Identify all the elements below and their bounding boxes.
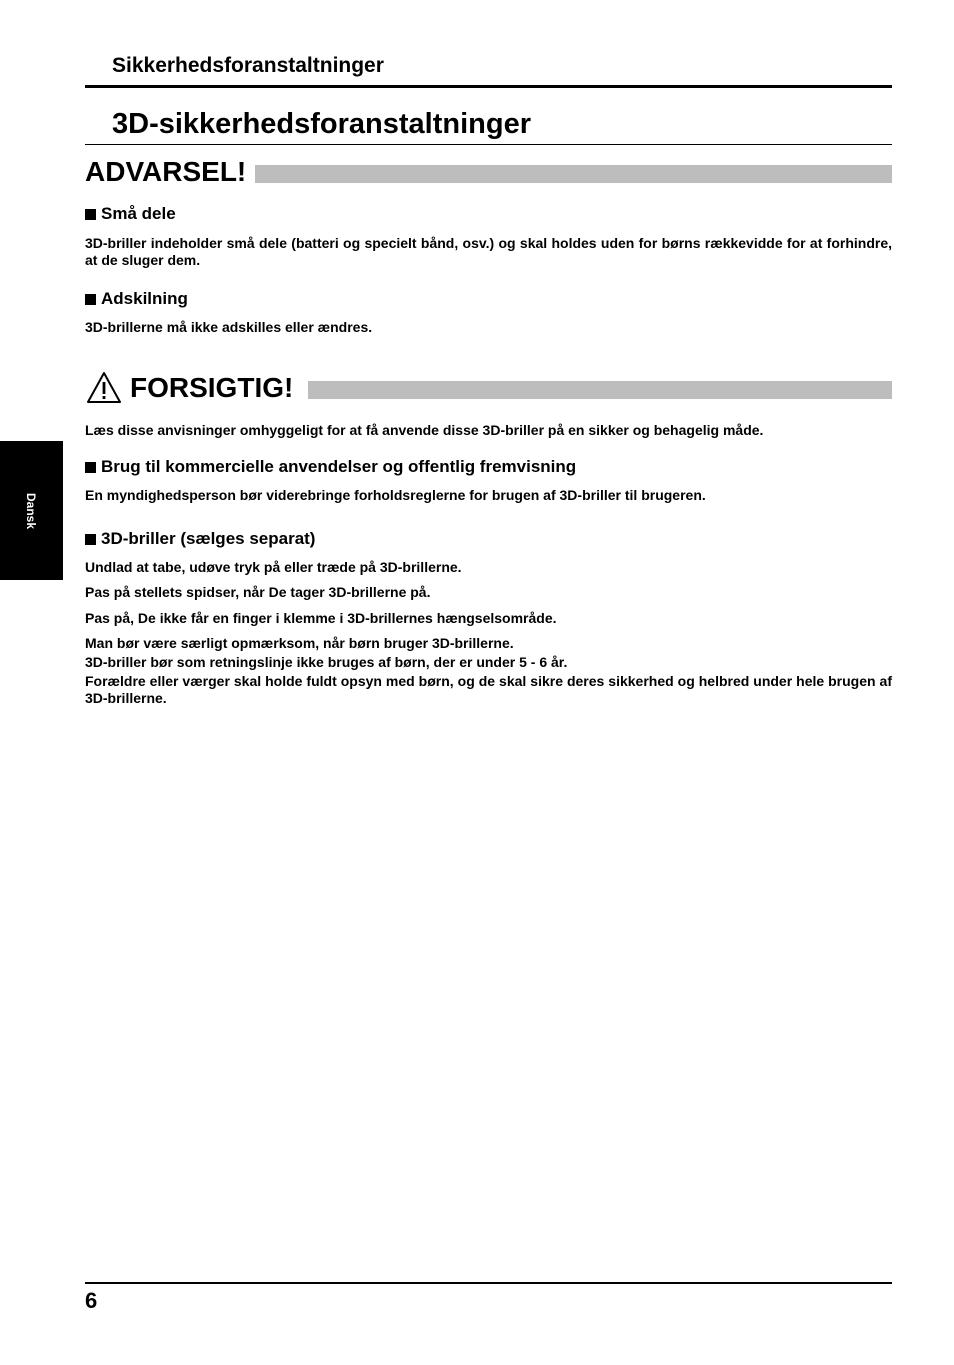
subheading-label: 3D-briller (sælges separat)	[101, 529, 316, 548]
subheading-label: Små dele	[101, 204, 176, 223]
warning-subheading-disassembly	[85, 289, 188, 309]
language-side-tab-label: Dansk	[24, 492, 38, 530]
caution-intro-text: Læs disse anvisninger omhyggeligt for at få anvende disse 3D-briller på en sikker og behagelig måde.	[85, 422, 764, 438]
caution-subheading-3d-glasses	[85, 529, 315, 549]
warning-heading-bar	[255, 165, 892, 183]
page-title: 3D-sikkerhedsforanstaltninger	[112, 108, 532, 140]
warning-subheading-small-parts	[85, 204, 176, 224]
caution-text-line: 3D-briller bør som retningslinje ikke bruges af børn, der er under 5 - 6 år.	[85, 654, 568, 670]
square-bullet-icon	[85, 462, 96, 473]
warning-text-small-parts: 3D-briller indeholder små dele (batteri og specielt bånd, osv.) og skal holdes uden for børns rækkevidde for at forhindre, at de sluger dem.	[85, 235, 892, 268]
running-header: Sikkerhedsforanstaltninger	[112, 54, 384, 77]
square-bullet-icon	[85, 209, 96, 220]
header-divider	[85, 85, 892, 88]
footer-divider	[85, 1282, 892, 1284]
title-divider	[85, 144, 892, 145]
square-bullet-icon	[85, 534, 96, 545]
square-bullet-icon	[85, 294, 96, 305]
caution-text-line: Pas på, De ikke får en finger i klemme i 3D-brillernes hængselsområde.	[85, 610, 557, 626]
caution-subheading-commercial-use	[85, 457, 576, 477]
warning-text-disassembly: 3D-brillerne må ikke adskilles eller ændres.	[85, 319, 373, 335]
caution-text-line: Forældre eller værger skal holde fuldt opsyn med børn, og de skal sikre deres sikkerhed og helbred under hele brugen af 3D-brillerne.	[85, 673, 892, 706]
caution-heading: FORSIGTIG!	[130, 372, 294, 403]
caution-text-line: Man bør være særligt opmærksom, når børn bruger 3D-brillerne.	[85, 635, 514, 651]
page-number: 6	[85, 1288, 98, 1313]
subheading-label: Brug til kommercielle anvendelser og offentlig fremvisning	[101, 457, 577, 476]
language-side-tab	[0, 441, 63, 580]
warning-heading: ADVARSEL!	[85, 156, 247, 187]
caution-heading-bar	[308, 381, 892, 399]
caution-text-line: Undlad at tabe, udøve tryk på eller træde på 3D-brillerne.	[85, 559, 462, 575]
caution-text-commercial-use: En myndighedsperson bør viderebringe forholdsreglerne for brugen af 3D-briller til brugeren.	[85, 487, 706, 503]
subheading-label: Adskilning	[101, 289, 188, 308]
warning-triangle-icon	[86, 371, 122, 405]
caution-text-line: Pas på stellets spidser, når De tager 3D-brillerne på.	[85, 584, 431, 600]
